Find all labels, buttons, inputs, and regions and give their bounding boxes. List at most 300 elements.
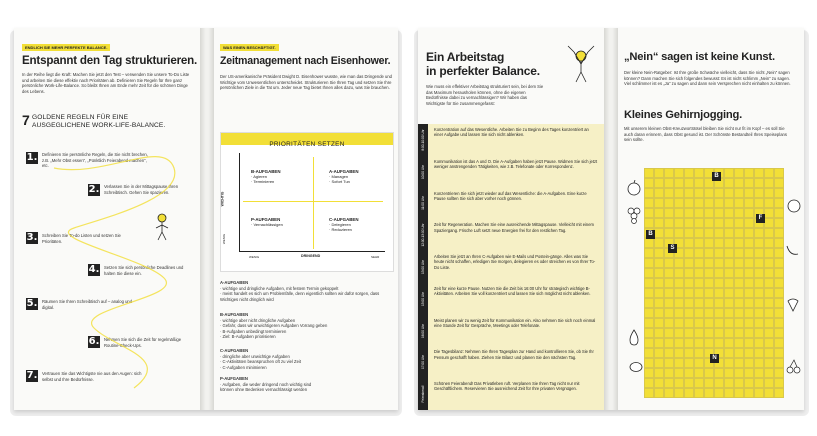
crossword-cell[interactable] [764,308,774,318]
crossword-cell[interactable] [744,268,754,278]
crossword-cell[interactable] [654,188,664,198]
crossword-cell[interactable] [674,348,684,358]
crossword-cell[interactable] [724,178,734,188]
crossword-cell[interactable] [714,218,724,228]
crossword-cell[interactable] [744,318,754,328]
crossword-cell[interactable] [734,278,744,288]
crossword-cell[interactable] [644,198,654,208]
crossword-cell[interactable] [754,328,764,338]
crossword-cell[interactable] [714,368,724,378]
crossword-cell[interactable] [764,268,774,278]
crossword-cell[interactable] [694,348,704,358]
crossword-cell[interactable] [774,358,784,368]
crossword-cell[interactable] [694,168,704,178]
crossword-cell[interactable] [654,288,664,298]
crossword-cell[interactable] [654,218,664,228]
crossword-cell[interactable] [704,298,714,308]
crossword-cell[interactable] [764,198,774,208]
crossword-cell[interactable] [714,328,724,338]
crossword-cell[interactable] [684,168,694,178]
crossword-cell[interactable] [654,338,664,348]
crossword-cell[interactable] [694,248,704,258]
crossword-cell[interactable] [674,298,684,308]
crossword-cell[interactable] [684,388,694,398]
crossword-cell[interactable] [774,308,784,318]
crossword-cell[interactable] [754,188,764,198]
crossword-cell[interactable] [774,168,784,178]
crossword-cell[interactable] [764,288,774,298]
crossword-cell[interactable] [704,188,714,198]
crossword-cell[interactable] [654,328,664,338]
crossword-cell[interactable] [654,258,664,268]
crossword-cell[interactable] [644,268,654,278]
crossword-cell[interactable] [684,298,694,308]
crossword-cell[interactable] [674,378,684,388]
crossword-cell[interactable] [774,208,784,218]
crossword-cell[interactable] [764,258,774,268]
crossword-cell[interactable] [674,288,684,298]
crossword-cell[interactable] [674,338,684,348]
crossword-cell[interactable] [684,268,694,278]
crossword-cell[interactable] [744,368,754,378]
crossword-cell[interactable] [714,228,724,238]
crossword-cell[interactable] [684,208,694,218]
crossword-cell[interactable] [654,318,664,328]
crossword-cell[interactable] [754,278,764,288]
crossword-cell[interactable] [744,168,754,178]
crossword-cell[interactable] [664,168,674,178]
crossword-cell[interactable] [754,238,764,248]
crossword-cell[interactable] [664,288,674,298]
crossword-cell[interactable] [774,338,784,348]
crossword-cell[interactable] [754,198,764,208]
crossword-cell[interactable] [704,208,714,218]
crossword-cell[interactable] [674,358,684,368]
crossword-cell[interactable] [684,358,694,368]
crossword-cell[interactable] [754,168,764,178]
crossword-cell[interactable] [744,288,754,298]
crossword-cell[interactable] [664,358,674,368]
crossword-cell[interactable] [774,378,784,388]
crossword-cell[interactable] [694,258,704,268]
crossword-cell[interactable] [694,298,704,308]
crossword-cell[interactable] [754,358,764,368]
crossword-cell[interactable] [774,178,784,188]
crossword-cell[interactable] [764,388,774,398]
crossword-cell[interactable] [724,368,734,378]
crossword-cell[interactable] [764,348,774,358]
crossword-cell[interactable] [724,268,734,278]
crossword-cell[interactable] [724,198,734,208]
crossword-cell[interactable] [704,278,714,288]
crossword-cell[interactable] [734,168,744,178]
crossword-cell[interactable] [664,328,674,338]
crossword-cell[interactable] [664,228,674,238]
crossword-cell[interactable] [644,278,654,288]
crossword-cell[interactable] [704,388,714,398]
crossword-cell[interactable] [664,188,674,198]
crossword-cell[interactable] [734,298,744,308]
crossword-cell[interactable] [734,388,744,398]
crossword-cell[interactable] [774,228,784,238]
crossword-cell[interactable] [664,308,674,318]
crossword-cell[interactable] [754,268,764,278]
crossword-cell[interactable] [724,308,734,318]
crossword-cell[interactable] [734,208,744,218]
crossword-cell[interactable] [764,238,774,248]
crossword-cell[interactable] [714,388,724,398]
crossword-cell[interactable] [674,218,684,228]
crossword-cell[interactable] [674,268,684,278]
crossword-cell[interactable] [714,298,724,308]
crossword-cell[interactable] [724,358,734,368]
crossword-cell[interactable] [684,348,694,358]
crossword-cell[interactable] [694,278,704,288]
crossword-cell[interactable] [644,248,654,258]
crossword-cell[interactable] [644,188,654,198]
crossword-cell[interactable] [694,318,704,328]
crossword-cell[interactable] [764,218,774,228]
crossword-cell[interactable] [764,228,774,238]
crossword-cell[interactable] [774,368,784,378]
crossword-cell[interactable] [724,288,734,298]
crossword-cell[interactable] [694,208,704,218]
crossword-cell[interactable] [704,318,714,328]
crossword-cell[interactable] [764,188,774,198]
crossword-cell[interactable] [774,298,784,308]
crossword-cell[interactable] [644,218,654,228]
crossword-cell[interactable] [714,238,724,248]
crossword-cell[interactable] [714,278,724,288]
crossword-cell[interactable] [684,258,694,268]
crossword-cell[interactable] [734,308,744,318]
crossword-cell[interactable] [674,208,684,218]
crossword-cell[interactable] [724,298,734,308]
crossword-cell[interactable] [704,218,714,228]
crossword-cell[interactable] [654,358,664,368]
crossword-cell[interactable] [744,178,754,188]
crossword-cell[interactable] [684,278,694,288]
crossword-cell[interactable] [744,198,754,208]
crossword-grid[interactable] [644,168,784,398]
crossword-cell[interactable] [764,178,774,188]
crossword-cell[interactable] [714,288,724,298]
crossword-cell[interactable] [734,248,744,258]
crossword-cell[interactable] [674,318,684,328]
crossword-cell[interactable] [674,178,684,188]
crossword-cell[interactable] [654,388,664,398]
crossword-cell[interactable] [654,168,664,178]
crossword-cell[interactable] [754,348,764,358]
crossword-cell[interactable] [744,228,754,238]
crossword-cell[interactable] [654,368,664,378]
crossword-cell[interactable] [664,198,674,208]
crossword-cell[interactable] [674,188,684,198]
crossword-cell[interactable] [714,208,724,218]
crossword-cell[interactable] [694,198,704,208]
crossword-cell[interactable] [644,348,654,358]
crossword-cell[interactable] [704,228,714,238]
crossword-cell[interactable] [694,238,704,248]
crossword-cell[interactable] [684,338,694,348]
crossword-cell[interactable] [654,308,664,318]
crossword-cell[interactable] [714,188,724,198]
crossword-cell[interactable] [674,198,684,208]
crossword-cell[interactable] [664,348,674,358]
crossword-cell[interactable] [694,358,704,368]
crossword-cell[interactable] [764,318,774,328]
crossword-cell[interactable] [734,228,744,238]
crossword-cell[interactable] [694,378,704,388]
crossword-cell[interactable] [734,188,744,198]
crossword-cell[interactable] [654,178,664,188]
crossword-cell[interactable] [644,238,654,248]
crossword-cell[interactable] [764,248,774,258]
crossword-cell[interactable] [644,318,654,328]
crossword-cell[interactable] [724,208,734,218]
crossword-cell[interactable] [664,258,674,268]
crossword-cell[interactable] [724,238,734,248]
crossword-cell[interactable] [744,308,754,318]
crossword-cell[interactable] [644,368,654,378]
crossword-cell[interactable] [724,168,734,178]
crossword-cell[interactable] [704,308,714,318]
crossword-cell[interactable] [674,308,684,318]
crossword-cell[interactable] [774,248,784,258]
crossword-cell[interactable] [764,358,774,368]
crossword-cell[interactable] [684,368,694,378]
crossword-cell[interactable] [684,248,694,258]
crossword-cell[interactable] [654,268,664,278]
crossword-cell[interactable] [684,378,694,388]
crossword-cell[interactable] [704,238,714,248]
crossword-cell[interactable] [654,198,664,208]
crossword-cell[interactable] [774,318,784,328]
crossword-cell[interactable] [674,368,684,378]
crossword-cell[interactable] [704,198,714,208]
crossword-cell[interactable] [664,378,674,388]
crossword-cell[interactable] [754,248,764,258]
crossword-cell[interactable] [654,298,664,308]
crossword-cell[interactable] [694,328,704,338]
crossword-cell[interactable] [664,318,674,328]
crossword-cell[interactable] [774,188,784,198]
crossword-cell[interactable] [674,168,684,178]
crossword-cell[interactable] [734,238,744,248]
crossword-cell[interactable] [694,218,704,228]
crossword-cell[interactable] [654,208,664,218]
crossword-cell[interactable] [684,178,694,188]
crossword-cell[interactable] [744,328,754,338]
crossword-cell[interactable] [654,348,664,358]
crossword-cell[interactable] [694,288,704,298]
crossword-cell[interactable] [654,248,664,258]
crossword-cell[interactable] [734,258,744,268]
crossword-cell[interactable] [664,338,674,348]
crossword-cell[interactable] [704,268,714,278]
crossword-cell[interactable] [704,328,714,338]
crossword-cell[interactable] [744,188,754,198]
crossword-cell[interactable] [654,378,664,388]
crossword-cell[interactable] [754,298,764,308]
crossword-cell[interactable] [694,388,704,398]
crossword-cell[interactable] [704,368,714,378]
crossword-cell[interactable] [734,358,744,368]
crossword-cell[interactable] [774,388,784,398]
crossword-cell[interactable] [744,278,754,288]
crossword-cell[interactable] [744,378,754,388]
crossword-cell[interactable] [724,338,734,348]
crossword-cell[interactable] [764,368,774,378]
crossword-cell[interactable] [754,288,764,298]
crossword-cell[interactable] [734,288,744,298]
crossword-cell[interactable] [694,228,704,238]
crossword-cell[interactable] [744,348,754,358]
crossword-cell[interactable] [744,338,754,348]
crossword-cell[interactable] [644,178,654,188]
crossword-cell[interactable] [674,388,684,398]
crossword-cell[interactable] [704,248,714,258]
crossword-cell[interactable] [684,228,694,238]
crossword-cell[interactable] [694,338,704,348]
crossword-cell[interactable] [714,268,724,278]
crossword-cell[interactable] [754,308,764,318]
crossword-cell[interactable] [644,388,654,398]
crossword-cell[interactable] [734,318,744,328]
crossword-cell[interactable] [674,258,684,268]
crossword-cell[interactable] [684,238,694,248]
crossword-cell[interactable] [724,278,734,288]
crossword-cell[interactable] [704,378,714,388]
crossword-cell[interactable] [714,258,724,268]
crossword-cell[interactable] [764,378,774,388]
crossword-cell[interactable] [734,178,744,188]
crossword-cell[interactable] [714,338,724,348]
crossword-cell[interactable] [724,248,734,258]
crossword-cell[interactable] [694,368,704,378]
crossword-cell[interactable] [674,328,684,338]
crossword-cell[interactable] [724,348,734,358]
crossword-cell[interactable] [754,338,764,348]
crossword-cell[interactable] [754,368,764,378]
crossword-cell[interactable] [754,178,764,188]
crossword-cell[interactable] [684,188,694,198]
crossword-cell[interactable] [694,268,704,278]
crossword-cell[interactable] [694,178,704,188]
crossword-cell[interactable] [754,388,764,398]
crossword-cell[interactable] [714,198,724,208]
crossword-cell[interactable] [754,318,764,328]
crossword-cell[interactable] [734,328,744,338]
crossword-cell[interactable] [654,228,664,238]
crossword-cell[interactable] [714,308,724,318]
crossword-cell[interactable] [734,338,744,348]
crossword-cell[interactable] [704,288,714,298]
crossword-cell[interactable] [744,358,754,368]
crossword-cell[interactable] [754,378,764,388]
crossword-cell[interactable] [664,208,674,218]
crossword-cell[interactable] [724,218,734,228]
crossword-cell[interactable] [764,298,774,308]
crossword-cell[interactable] [734,218,744,228]
crossword-cell[interactable] [764,338,774,348]
crossword-cell[interactable] [644,378,654,388]
crossword-cell[interactable] [644,258,654,268]
crossword-cell[interactable] [734,368,744,378]
crossword-cell[interactable] [684,198,694,208]
crossword-cell[interactable] [774,328,784,338]
crossword-cell[interactable] [734,378,744,388]
crossword-cell[interactable] [684,318,694,328]
crossword-cell[interactable] [744,298,754,308]
crossword-cell[interactable] [674,228,684,238]
crossword-cell[interactable] [684,328,694,338]
crossword-cell[interactable] [714,378,724,388]
crossword-cell[interactable] [724,388,734,398]
crossword-cell[interactable] [744,238,754,248]
crossword-cell[interactable] [744,258,754,268]
crossword-cell[interactable] [734,348,744,358]
crossword-cell[interactable] [664,388,674,398]
crossword-cell[interactable] [724,228,734,238]
crossword-cell[interactable] [674,278,684,288]
crossword-cell[interactable] [744,208,754,218]
crossword-cell[interactable] [654,278,664,288]
crossword-cell[interactable] [734,268,744,278]
crossword-cell[interactable] [754,228,764,238]
crossword-cell[interactable] [694,188,704,198]
crossword-cell[interactable] [764,168,774,178]
crossword-cell[interactable] [664,178,674,188]
crossword-cell[interactable] [724,378,734,388]
crossword-cell[interactable] [774,218,784,228]
crossword-cell[interactable] [774,268,784,278]
crossword-cell[interactable] [644,288,654,298]
crossword-cell[interactable] [724,328,734,338]
crossword-cell[interactable] [774,278,784,288]
crossword-cell[interactable] [644,298,654,308]
crossword-cell[interactable] [764,208,774,218]
crossword-cell[interactable] [664,268,674,278]
crossword-cell[interactable] [664,278,674,288]
crossword-cell[interactable] [774,238,784,248]
crossword-cell[interactable] [714,248,724,258]
crossword-cell[interactable] [774,348,784,358]
crossword-cell[interactable] [744,218,754,228]
crossword-cell[interactable] [754,258,764,268]
crossword-cell[interactable] [774,258,784,268]
crossword-cell[interactable] [724,258,734,268]
crossword-cell[interactable] [644,338,654,348]
crossword-cell[interactable] [644,208,654,218]
crossword-cell[interactable] [774,288,784,298]
crossword-cell[interactable] [744,248,754,258]
crossword-cell[interactable] [664,298,674,308]
crossword-cell[interactable] [724,188,734,198]
crossword-cell[interactable] [714,318,724,328]
crossword-cell[interactable] [684,218,694,228]
crossword-cell[interactable] [664,218,674,228]
crossword-cell[interactable] [644,358,654,368]
crossword-cell[interactable] [664,368,674,378]
crossword-cell[interactable] [704,338,714,348]
crossword-cell[interactable] [734,198,744,208]
crossword-cell[interactable] [654,238,664,248]
crossword-cell[interactable] [644,328,654,338]
crossword-cell[interactable] [644,168,654,178]
crossword-cell[interactable] [724,318,734,328]
crossword-cell[interactable] [644,308,654,318]
